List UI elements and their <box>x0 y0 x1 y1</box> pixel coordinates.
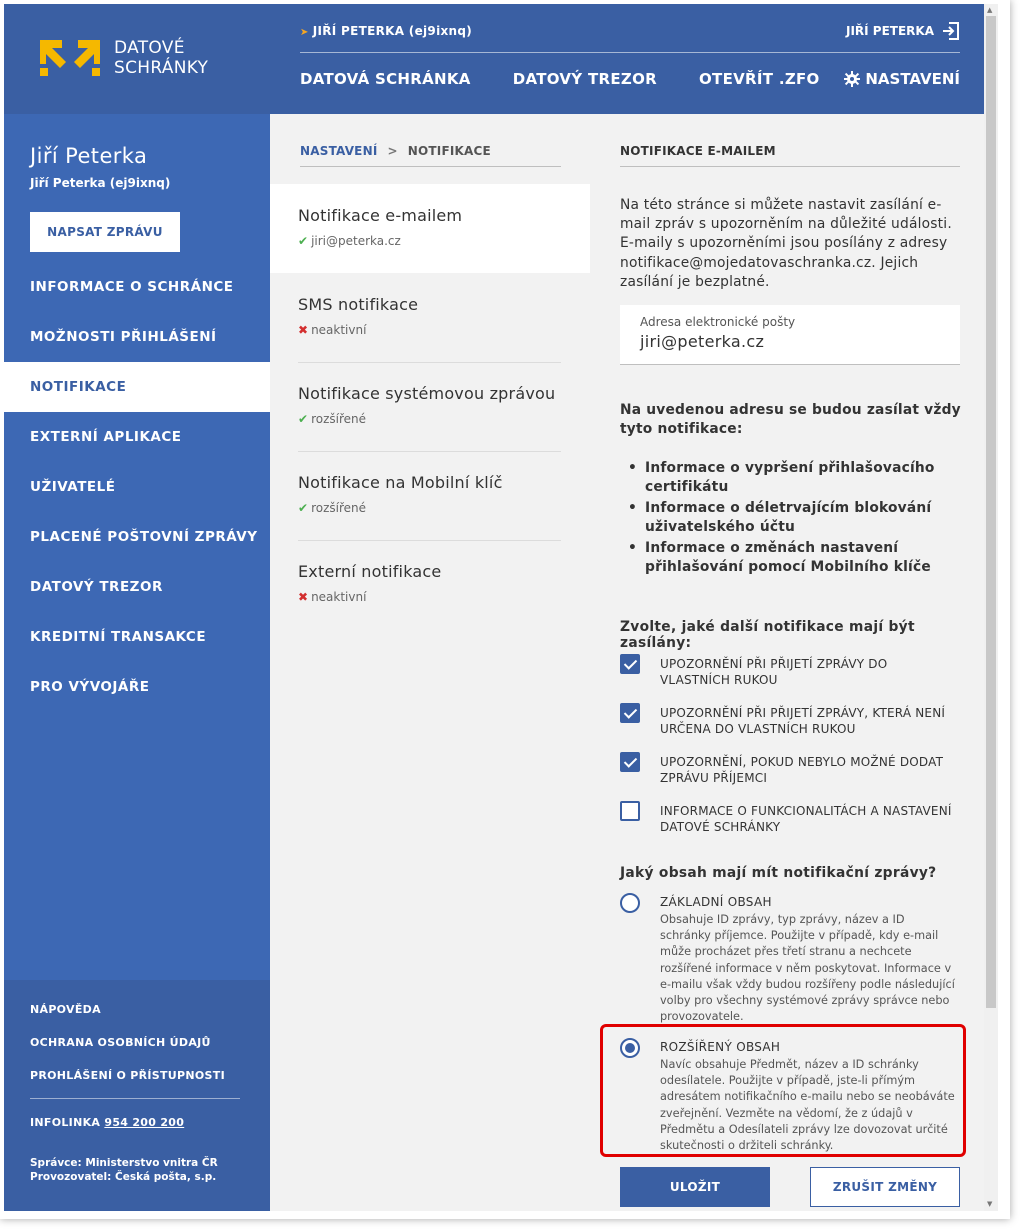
check-icon: ✔ <box>298 501 309 515</box>
notif-title: Notifikace e-mailem <box>298 206 463 225</box>
scrollbar-thumb[interactable] <box>986 16 996 1008</box>
sidebar-item-moznosti-prihlaseni[interactable]: MOŽNOSTI PŘIHLÁŠENÍ <box>30 329 217 345</box>
highlight-annotation <box>600 1024 966 1157</box>
cross-icon: ✖ <box>298 323 309 337</box>
main-nav <box>300 70 862 88</box>
breadcrumb-current: NOTIFIKACE <box>407 144 491 158</box>
logo-line-2: SCHRÁNKY <box>114 58 209 78</box>
notif-title: Externí notifikace <box>298 562 442 581</box>
sidebar <box>4 114 270 1211</box>
sidebar-item-informace-o-schrance[interactable]: INFORMACE O SCHRÁNCE <box>30 279 234 295</box>
content-question-heading: Jaký obsah mají mít notifikační zprávy? <box>620 865 937 881</box>
nav-otevrit-zfo[interactable]: OTEVŘÍT .ZFO <box>699 70 820 88</box>
radio-title: ROZŠÍŘENÝ OBSAH <box>660 1040 781 1054</box>
nav-datova-schranka[interactable]: DATOVÁ SCHRÁNKA <box>300 70 471 88</box>
always-sent-list <box>620 459 965 579</box>
list-item: • Informace o změnách nastavení přihlašování pomocí Mobilního klíče <box>620 539 965 577</box>
notif-status-text: rozšířené <box>311 412 366 426</box>
list-item: • Informace o vypršení přihlašovacího certifikátu <box>620 459 965 497</box>
notif-status-text: jiri@peterka.cz <box>311 234 401 248</box>
infolinka-phone-link[interactable]: 954 200 200 <box>104 1116 185 1129</box>
checkbox[interactable] <box>620 654 640 674</box>
scroll-down-icon[interactable]: ▼ <box>987 1200 993 1208</box>
radio-description: Navíc obsahuje Předmět, název a ID schránky odesílatele. Použijte v případě, jste-li přímým adresátem notifikačního e-mailu nebo se neobáváte zveřejnění. Vezměte na vědomí, že z údajů v Předmětu a Odesílateli zprávy lze dovozovat určité skutečnosti o držiteli schránky. <box>660 1058 955 1153</box>
breadcrumb <box>300 144 561 167</box>
sidebar-user-id: Jiří Peterka (ej9ixnq) <box>30 176 171 190</box>
radio-button[interactable] <box>620 893 640 913</box>
email-field[interactable] <box>620 305 960 365</box>
gear-icon <box>844 71 860 87</box>
current-box-link[interactable] <box>300 24 472 38</box>
sidebar-item-externi-aplikace[interactable]: EXTERNÍ APLIKACE <box>30 429 182 445</box>
operator-text: Provozovatel: Česká pošta, s.p. <box>30 1171 217 1183</box>
logo-text <box>114 38 208 78</box>
notif-item-sms[interactable] <box>270 273 590 362</box>
arrow-right-icon: ➤ <box>300 27 309 38</box>
nav-settings[interactable] <box>844 70 960 88</box>
header-divider <box>300 52 960 53</box>
radio-title: ZÁKLADNÍ OBSAH <box>660 895 772 909</box>
sidebar-item-pro-vyvojare[interactable]: PRO VÝVOJÁŘE <box>30 679 150 695</box>
sidebar-user-name: Jiří Peterka <box>30 144 148 168</box>
nav-settings-label: NASTAVENÍ <box>865 70 960 88</box>
notif-item-system[interactable] <box>270 362 590 451</box>
section-title: NOTIFIKACE E-MAILEM <box>620 144 960 167</box>
notif-status <box>298 501 366 515</box>
footer-divider <box>30 1098 240 1099</box>
logo[interactable] <box>38 36 238 86</box>
app-window <box>4 4 988 1211</box>
user-name-label: JIŘÍ PETERKA <box>845 24 934 38</box>
infolinka <box>30 1116 184 1129</box>
logout-icon <box>942 22 960 40</box>
email-field-label: Adresa elektronické pošty <box>640 315 796 329</box>
radio-description: Obsahuje ID zprávy, typ zprávy, název a ID schránky příjemce. Použijte v případě, kdy e-mail může procházet přes třetí stranu a nechcete rozšířené informace v něm poskytovat. Informace v e-mailu však vždy budou rozšířeny podle následující volby pro všechny systémové zprávy správce nebo provozovatele. <box>660 913 955 1024</box>
sidebar-footer <box>4 980 270 1211</box>
write-message-button[interactable]: NAPSAT ZPRÁVU <box>30 212 180 252</box>
logout-button[interactable] <box>846 22 960 40</box>
logo-arrows-icon <box>38 38 102 78</box>
notif-status <box>298 323 366 337</box>
admin-text: Správce: Ministerstvo vnitra ČR <box>30 1157 218 1169</box>
checkbox-label: UPOZORNĚNÍ, POKUD NEBYLO MOŽNÉ DODAT ZPRÁVU PŘÍJEMCI <box>660 755 944 785</box>
sidebar-item-notifikace[interactable]: NOTIFIKACE <box>4 362 270 412</box>
help-link[interactable]: NÁPOVĚDA <box>30 1003 101 1016</box>
notif-status-text: neaktivní <box>311 323 367 337</box>
choose-notifications-heading: Zvolte, jaké další notifikace mají být zasílány: <box>620 619 915 651</box>
sidebar-menu <box>4 262 270 712</box>
top-header <box>4 4 988 114</box>
logo-line-1: DATOVÉ <box>114 38 185 58</box>
sidebar-item-kreditni-transakce[interactable]: KREDITNÍ TRANSAKCE <box>30 629 207 645</box>
cross-icon: ✖ <box>298 590 309 604</box>
check-icon: ✔ <box>298 234 309 248</box>
privacy-link[interactable]: OCHRANA OSOBNÍCH ÚDAJŮ <box>30 1036 211 1049</box>
sidebar-item-uzivatele[interactable]: UŽIVATELÉ <box>30 479 116 495</box>
checkbox-label: UPOZORNĚNÍ PŘI PŘIJETÍ ZPRÁVY DO VLASTNÍCH RUKOU <box>660 657 888 687</box>
nav-datovy-trezor[interactable]: DATOVÝ TREZOR <box>512 70 657 88</box>
scrollbar[interactable] <box>984 4 998 1211</box>
email-field-value[interactable]: jiri@peterka.cz <box>640 332 765 351</box>
infolinka-label: INFOLINKA <box>30 1116 101 1129</box>
notif-status <box>298 412 366 426</box>
checkbox[interactable] <box>620 801 640 821</box>
checkbox[interactable] <box>620 752 640 772</box>
checkbox[interactable] <box>620 703 640 723</box>
notification-types-panel <box>270 114 590 1211</box>
accessibility-link[interactable]: PROHLÁŠENÍ O PŘÍSTUPNOSTI <box>30 1069 225 1082</box>
notif-item-mobile-key[interactable] <box>270 451 590 540</box>
notif-status-text: neaktivní <box>311 590 367 604</box>
breadcrumb-nastaveni[interactable]: NASTAVENÍ <box>300 144 378 158</box>
sidebar-item-datovy-trezor[interactable]: DATOVÝ TREZOR <box>30 579 163 595</box>
notif-status-text: rozšířené <box>311 501 366 515</box>
breadcrumb-separator-icon: > <box>387 144 398 158</box>
check-icon: ✔ <box>298 412 309 426</box>
checkbox-label: INFORMACE O FUNKCIONALITÁCH A NASTAVENÍ DATOVÉ SCHRÁNKY <box>660 804 952 834</box>
always-sent-text: Na uvedenou adresu se budou zasílat vždy tyto notifikace: <box>620 402 961 438</box>
sidebar-item-placene-postovni-zpravy[interactable]: PLACENÉ POŠTOVNÍ ZPRÁVY <box>30 529 258 545</box>
notif-title: Notifikace na Mobilní klíč <box>298 473 503 492</box>
save-button[interactable]: ULOŽIT <box>620 1167 770 1207</box>
current-box-label: JIŘÍ PETERKA (ej9ixnq) <box>312 24 473 38</box>
notif-title: Notifikace systémovou zprávou <box>298 384 556 403</box>
notif-title: SMS notifikace <box>298 295 419 314</box>
intro-text: Na této stránce si můžete nastavit zasílání e-mail zpráv s upozorněním na důležité události. E-maily s upozorněními jsou posílány z adresy notifikace@mojedatovaschranka.cz. Jejich zasílání je bezplatné. <box>620 197 952 290</box>
scroll-up-icon[interactable]: ▲ <box>987 6 993 14</box>
notif-item-external[interactable] <box>270 540 590 629</box>
notif-status <box>298 590 366 604</box>
email-notification-settings <box>590 114 988 1211</box>
list-item: • Informace o déletrvajícím blokování uživatelského účtu <box>620 499 965 537</box>
cancel-button[interactable]: ZRUŠIT ZMĚNY <box>810 1167 960 1207</box>
notif-item-email[interactable] <box>270 184 590 273</box>
notif-status <box>298 234 401 248</box>
checkbox-label: UPOZORNĚNÍ PŘI PŘIJETÍ ZPRÁVY, KTERÁ NENÍ URČENA DO VLASTNÍCH RUKOU <box>660 706 946 736</box>
